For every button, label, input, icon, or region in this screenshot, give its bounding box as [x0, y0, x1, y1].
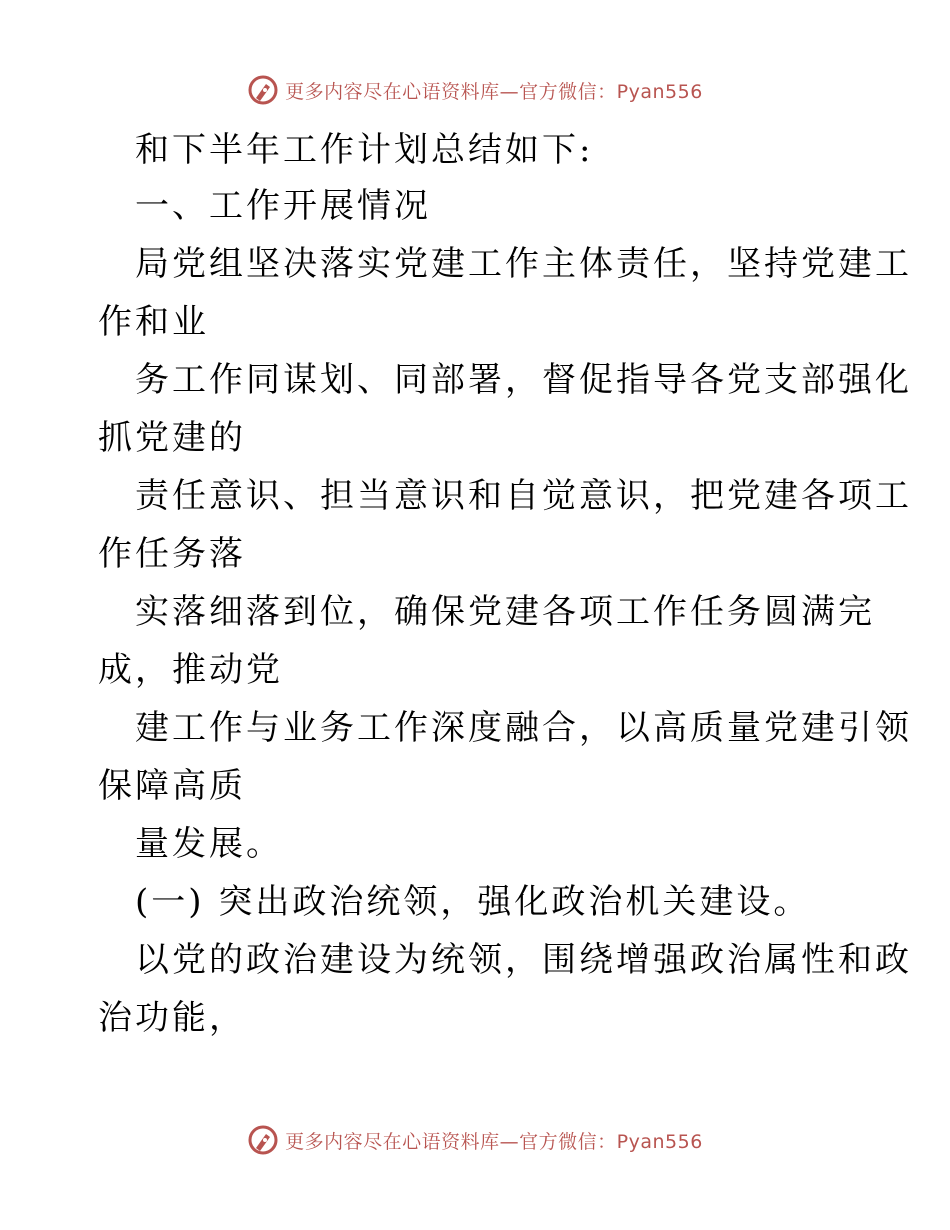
paragraph-line: 治功能， — [98, 998, 246, 1038]
paragraph-line: 实落细落到位，确保党建各项工作任务圆满完 — [135, 592, 875, 632]
paragraph-line: 务工作同谋划、同部署，督促指导各党支部强化 — [135, 360, 912, 400]
watermark-header — [0, 70, 950, 110]
paragraph-line: 作和业 — [98, 302, 209, 342]
paragraph-line: 保障高质 — [98, 766, 246, 806]
subsection-heading: (一) 突出政治统领，强化政治机关建设。 — [135, 882, 811, 922]
watermark-footer — [0, 1120, 950, 1160]
watermark-text: 更多内容尽在心语资料库—官方微信：Pyan556 — [285, 1130, 703, 1153]
paragraph-line: 以党的政治建设为统领，围绕增强政治属性和政 — [135, 940, 912, 980]
pen-nib-circle-icon — [247, 74, 279, 106]
paragraph-line: 责任意识、担当意识和自觉意识，把党建各项工 — [135, 476, 912, 516]
pen-nib-circle-icon — [247, 1124, 279, 1156]
paragraph-line: 局党组坚决落实党建工作主体责任，坚持党建工 — [135, 244, 912, 284]
paragraph-line: 抓党建的 — [98, 418, 246, 458]
watermark-text: 更多内容尽在心语资料库—官方微信：Pyan556 — [285, 80, 703, 103]
paragraph-line: 作任务落 — [98, 534, 246, 574]
section-heading: 一、工作开展情况 — [135, 186, 431, 226]
paragraph-line: 成，推动党 — [98, 650, 283, 690]
paragraph-line: 量发展。 — [135, 824, 283, 864]
paragraph-line: 建工作与业务工作深度融合，以高质量党建引领 — [135, 708, 912, 748]
paragraph-line: 和下半年工作计划总结如下: — [135, 130, 594, 170]
